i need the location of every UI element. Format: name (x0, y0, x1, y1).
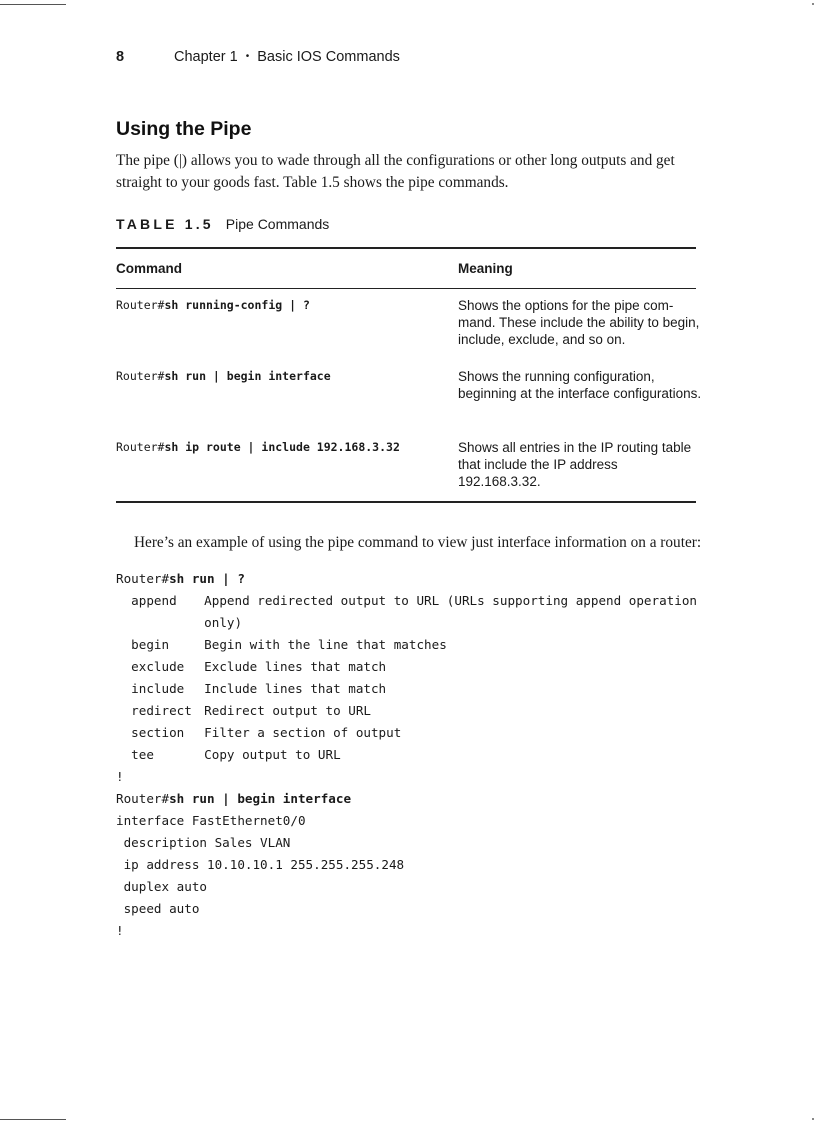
table-caption (116, 216, 329, 232)
page-number: 8 (116, 49, 125, 65)
option-name: exclude (131, 659, 185, 674)
table-header-meaning: Meaning (458, 261, 513, 276)
code-line: interface FastEthernet0/0 (116, 813, 306, 828)
section-title: Using the Pipe (116, 118, 252, 140)
table-meaning-cell: Shows the options for the pipe com-mand. These include the ability to begin, include, exclude, and so on. (458, 298, 700, 347)
table-caption-text: Pipe Commands (225, 216, 330, 232)
option-desc: Exclude lines that match (204, 659, 387, 674)
code-line: ip address 10.10.10.1 255.255.255.248 (116, 857, 405, 872)
code-line (116, 590, 697, 612)
table-meaning-cell: Shows all entries in the IP routing table that include the IP address 192.168.3.32. (458, 440, 692, 489)
code-prompt: Router# (116, 571, 170, 586)
option-name: tee (131, 747, 154, 762)
code-line (116, 634, 697, 656)
command-text: sh run | begin interface (164, 369, 331, 383)
code-line: description Sales VLAN (116, 835, 291, 850)
table-command-cell (116, 368, 331, 385)
command-prompt: Router# (116, 298, 165, 312)
option-desc: Append redirected output to URL (URLs supporting append operation (204, 593, 698, 608)
option-desc: Include lines that match (204, 681, 387, 696)
header-separator: • (245, 51, 250, 62)
code-line: speed auto (116, 901, 200, 916)
command-prompt: Router# (116, 369, 165, 383)
crop-mark-top-left (0, 4, 66, 5)
table-top-rule (116, 247, 696, 249)
crop-mark-bottom-left (0, 1119, 66, 1120)
code-prompt: Router# (116, 791, 170, 806)
command-text: sh running-config | ? (164, 298, 310, 312)
code-line (116, 788, 697, 810)
code-command: sh run | ? (169, 571, 245, 586)
chapter-title: Basic IOS Commands (257, 49, 400, 65)
intro-paragraph: The pipe (|) allows you to wade through all the configurations or other long outputs and get straight to your goods fast. Table 1.5 shows the pipe commands. (116, 152, 675, 191)
code-line: ! (116, 923, 124, 938)
crop-mark-bottom-right (812, 1118, 814, 1120)
table-bottom-rule (116, 501, 696, 503)
command-text: sh ip route | include 192.168.3.32 (164, 440, 400, 454)
option-desc: only) (204, 615, 243, 630)
code-line (116, 722, 697, 744)
code-line (116, 612, 697, 634)
option-desc: Copy output to URL (204, 747, 341, 762)
option-name: section (131, 725, 185, 740)
option-desc: Redirect output to URL (204, 703, 371, 718)
code-line: ! (116, 769, 124, 784)
option-desc: Begin with the line that matches (204, 637, 447, 652)
option-name: begin (131, 637, 170, 652)
code-line (116, 744, 697, 766)
table-command-cell (116, 439, 400, 456)
example-paragraph: Here’s an example of using the pipe command to view just interface information on a router: (134, 534, 702, 551)
table-header-rule (116, 288, 696, 289)
chapter-label: Chapter 1 (174, 49, 238, 65)
option-name: append (131, 593, 177, 608)
code-line (116, 568, 697, 590)
code-command: sh run | begin interface (169, 791, 352, 806)
code-line: duplex auto (116, 879, 207, 894)
crop-mark-top-right (812, 3, 814, 5)
command-prompt: Router# (116, 440, 165, 454)
table-command-cell (116, 297, 310, 314)
running-header (116, 49, 400, 65)
code-block (116, 568, 697, 942)
option-desc: Filter a section of output (204, 725, 402, 740)
code-line (116, 700, 697, 722)
code-line (116, 678, 697, 700)
option-name: include (131, 681, 185, 696)
code-line (116, 656, 697, 678)
table-header-command: Command (116, 261, 183, 276)
table-label: TABLE 1.5 (116, 216, 214, 232)
table-meaning-cell: Shows the running configuration, beginning at the interface configurations. (458, 369, 702, 401)
option-name: redirect (131, 703, 192, 718)
